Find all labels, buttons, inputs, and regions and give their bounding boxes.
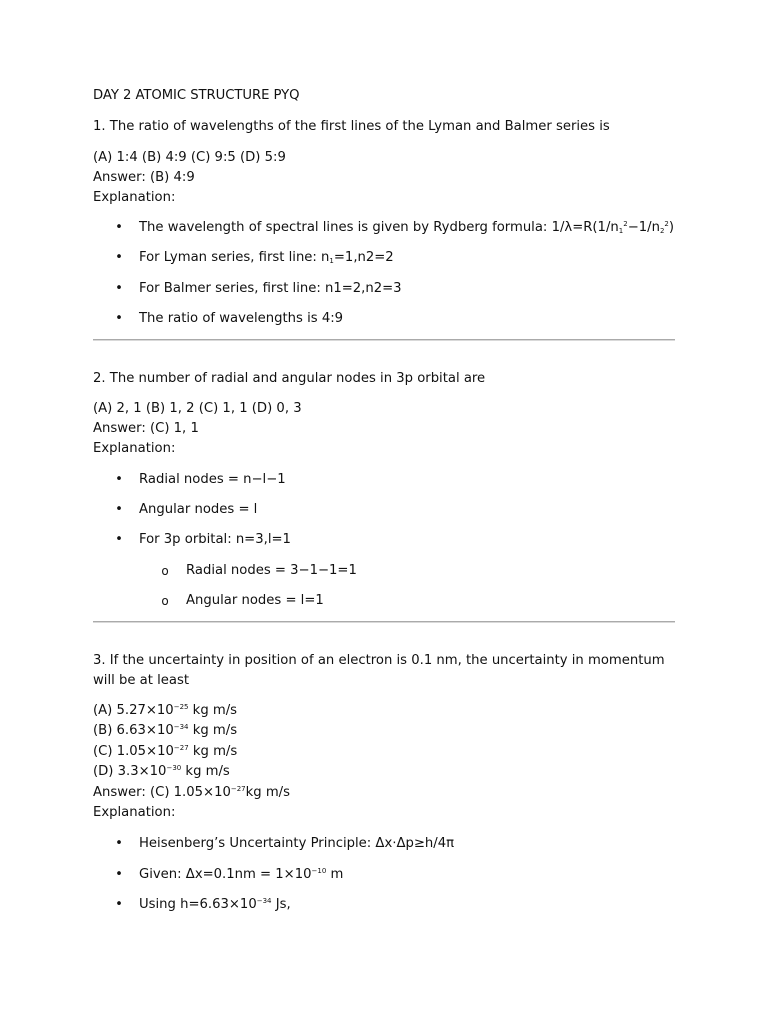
q2-sub-bullet-1-text: Radial nodes = 3−1−1=1 (186, 563, 357, 578)
q3-question: 3. If the uncertainty in position of an electron is 0.1 nm, the uncertainty in momentum will be at least (93, 653, 665, 689)
q2-bullet-1-text: Radial nodes = n−l−1 (139, 472, 286, 487)
q3-bullet-3-text: Using $h=6.63\times 10^{-34}$ Js, (139, 897, 291, 912)
q1-options: (A) 1:4 (B) 4:9 (C) 9:5 (D) 5:9 (93, 150, 286, 165)
q1-bullet-1-text: The wavelength of spectral lines is given by Rydberg formula: $1/\lambda=R(1/n_1^2-1/n_2^2)$ (139, 220, 675, 235)
q3-option-a: (A) $5.27\times 10^{-25}$ kg m/s (93, 703, 238, 718)
q3-option-b: (B) $6.63\times 10^{-34}$ kg m/s (93, 723, 238, 738)
q2-bullet-2-text: Angular nodes = l (139, 502, 258, 517)
bullet-marker: • (115, 502, 123, 517)
bullet-marker: • (115, 472, 123, 487)
bullet-marker: • (115, 281, 123, 296)
q3-bullet-2-text: Given: $\Delta x=0.1nm = 1\times 10^{-10}$ m (139, 867, 344, 882)
q3-answer: Answer: (C) $1.05\times 10^{-27}kg$ m/s (93, 785, 291, 800)
bullet-marker: • (115, 532, 123, 547)
q1-answer: Answer: (B) 4:9 (93, 170, 195, 185)
q2-explanation-label: Explanation: (93, 441, 176, 456)
bullet-marker: • (115, 311, 123, 326)
bullet-marker: • (115, 220, 123, 235)
sub-bullet-marker: o (161, 594, 169, 608)
section-divider (93, 621, 675, 623)
bullet-marker: • (115, 836, 123, 851)
sub-bullet-marker: o (161, 564, 169, 578)
q2-options: (A) 2, 1 (B) 1, 2 (C) 1, 1 (D) 0, 3 (93, 401, 302, 416)
q1-bullet-2-text: For Lyman series, first line: $n_1=1,n2=2$ (139, 250, 394, 265)
document-title: DAY 2 ATOMIC STRUCTURE PYQ (93, 88, 300, 103)
q1-explanation-label: Explanation: (93, 190, 176, 205)
bullet-marker: • (115, 867, 123, 882)
q2-bullet-3-text: For 3p orbital: n=3,l=1 (139, 532, 291, 547)
q1-question: 1. The ratio of wavelengths of the first lines of the Lyman and Balmer series is (93, 119, 610, 134)
q3-option-c: (C) $1.05\times 10^{-27}$ kg m/s (93, 744, 238, 759)
q1-bullet-3-text: For Balmer series, first line: n1=2,n2=3 (139, 281, 402, 296)
q3-bullet-1-text: Heisenberg’s Uncertainty Principle: Δx⋅Δp≥h/4π (139, 836, 455, 851)
q2-sub-bullet-2-text: Angular nodes = l=1 (186, 593, 324, 608)
q1-bullet-4-text: The ratio of wavelengths is 4:9 (139, 311, 344, 326)
section-divider (93, 339, 675, 341)
bullet-marker: • (115, 897, 123, 912)
q3-explanation-label: Explanation: (93, 805, 176, 820)
q2-answer: Answer: (C) 1, 1 (93, 421, 199, 436)
bullet-marker: • (115, 250, 123, 265)
q3-option-d: (D) $3.3\times 10^{-30}$ kg m/s (93, 764, 230, 779)
q2-question: 2. The number of radial and angular nodes in 3p orbital are (93, 371, 486, 386)
